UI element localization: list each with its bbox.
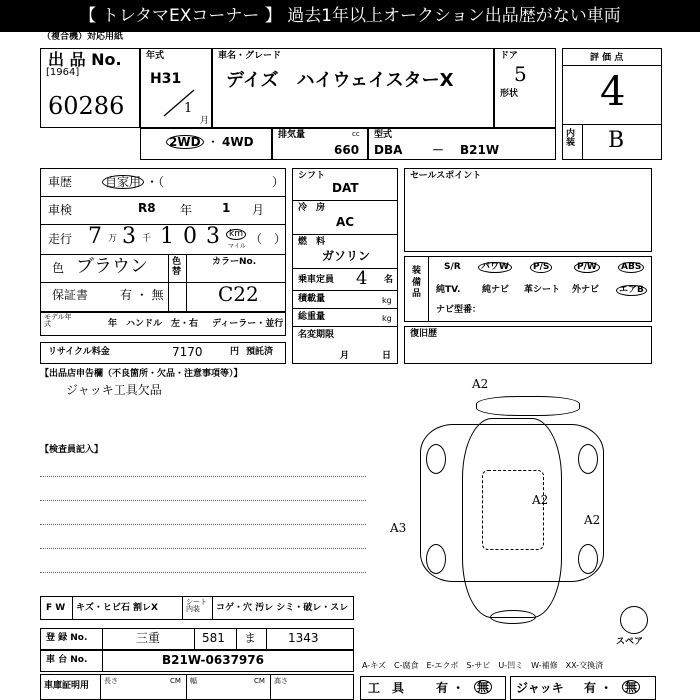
car-name-value: デイズ ハイウェイスターX bbox=[226, 70, 454, 91]
model-year-unit: 年 bbox=[108, 319, 118, 329]
capacity-label: 乗車定員 bbox=[298, 275, 335, 285]
sales-point-label: セールスポイント bbox=[410, 171, 482, 181]
tools-label: 工 具 bbox=[368, 681, 405, 695]
mileage-paren: （ ） bbox=[250, 232, 287, 246]
mileage-d3: 1 bbox=[160, 224, 174, 249]
legend-text: A-キズ C-腐食 E-エクボ S-サビ U-凹ミ W-補修 XX-交換済 bbox=[362, 661, 604, 670]
inspection-year-unit: 年 bbox=[180, 203, 193, 217]
lot-stamp: [1964] bbox=[46, 67, 80, 78]
lot-number: 60286 bbox=[48, 92, 125, 120]
jack-label: ジャッキ bbox=[516, 681, 564, 695]
color-no-label: カラーNo. bbox=[212, 257, 257, 267]
deadline-label: 名変期限 bbox=[298, 330, 335, 340]
history-rest: ・（ ） bbox=[146, 175, 285, 189]
ac-label: 冷 房 bbox=[298, 203, 326, 213]
dealer: ディーラー・並行 bbox=[212, 319, 284, 329]
color-label: 色 bbox=[52, 261, 65, 275]
equip-pw: P/W bbox=[574, 262, 600, 273]
fuel-label: 燃 料 bbox=[298, 237, 326, 247]
deadline-day: 日 bbox=[382, 351, 392, 361]
tools-mark: 無 bbox=[474, 680, 492, 694]
inspection-label: 車検 bbox=[48, 203, 73, 217]
interior-check-seat-items: コゲ・穴 汚レ シミ・破レ・スレ bbox=[216, 603, 349, 613]
model-dash: － bbox=[432, 143, 445, 157]
displacement-value: 660 bbox=[334, 143, 360, 157]
handle: ハンドル 左・右 bbox=[126, 319, 199, 329]
equip-navi: 純ナビ bbox=[482, 285, 510, 295]
interior-label: 内 装 bbox=[566, 129, 576, 148]
recycle-note: 預託済 bbox=[246, 347, 274, 357]
mileage-d2: 3 bbox=[122, 224, 136, 249]
history-value: 自家用 bbox=[102, 175, 144, 189]
equip-power-window: パワW bbox=[478, 262, 512, 273]
diagram-mark-left: A3 bbox=[390, 521, 407, 535]
cert-width-unit: CM bbox=[254, 677, 265, 685]
import-date-label: 復旧歴 bbox=[410, 329, 438, 339]
chassis-value: B21W-0637976 bbox=[162, 653, 264, 667]
ac-value: AC bbox=[336, 215, 355, 229]
warranty-label: 保証書 bbox=[52, 288, 89, 302]
registration-label: 登 録 No. bbox=[46, 633, 88, 643]
interior-check-fw: F W bbox=[46, 603, 66, 613]
color-no: C22 bbox=[218, 282, 259, 306]
chassis-label: 車 台 No. bbox=[46, 655, 88, 665]
recycle-value: 7170 bbox=[172, 345, 203, 359]
deadline-month: 月 bbox=[340, 351, 350, 361]
diagram-mark-front: A2 bbox=[472, 377, 489, 391]
diagram-mark-right: A2 bbox=[584, 513, 601, 527]
import-date-box bbox=[404, 326, 652, 364]
fuel-value: ガソリン bbox=[322, 249, 371, 263]
inspection-month-unit: 月 bbox=[252, 203, 265, 217]
color-value: ブラウン bbox=[76, 256, 148, 277]
score-label: 評 価 点 bbox=[590, 53, 624, 63]
year-month: 1 bbox=[184, 101, 193, 116]
capacity-unit: 名 bbox=[384, 275, 394, 285]
recycle-label: リサイクル料金 bbox=[48, 347, 110, 357]
load-unit: kg bbox=[382, 296, 392, 305]
equip-airbag: エアB bbox=[616, 285, 647, 296]
interior-check-items: キズ・ヒビ石 割レX bbox=[76, 603, 158, 613]
equipment-label: 装備品 bbox=[412, 266, 422, 300]
year-label: 年式 bbox=[146, 51, 165, 61]
shift-value: DAT bbox=[332, 181, 359, 195]
mileage-d1: 7 bbox=[88, 224, 102, 249]
model-label: 型式 bbox=[374, 130, 393, 140]
drive-2wd: 2WD bbox=[166, 135, 204, 149]
shape-label: 形状 bbox=[500, 89, 519, 99]
model-year-label: モデル年式 bbox=[44, 313, 72, 328]
year-slash bbox=[160, 88, 200, 118]
registration-area: 三重 bbox=[136, 631, 161, 645]
registration-number: 1343 bbox=[288, 631, 319, 645]
shift-label: シフト bbox=[298, 171, 326, 181]
year-value: H31 bbox=[150, 71, 182, 87]
recycle-unit: 円 bbox=[230, 347, 240, 357]
history-label: 車歴 bbox=[48, 175, 73, 189]
diagram-mark-roof: A2 bbox=[532, 493, 549, 507]
mileage-d4: 0 bbox=[183, 224, 197, 249]
weight-label: 総重量 bbox=[298, 312, 326, 322]
cert-height: 高さ bbox=[274, 677, 288, 685]
sheet-label: （複合機）対応用紙 bbox=[42, 32, 124, 42]
equip-tv: 純TV. bbox=[436, 285, 461, 295]
spare-label: スペア bbox=[616, 637, 644, 647]
header-title: 【 トレタマEXコーナー 】 過去1年以上オークション出品歴がない車両 bbox=[79, 6, 621, 26]
equip-ext-navi: 外ナビ bbox=[572, 285, 600, 295]
jack-value: 有 ・ bbox=[584, 681, 613, 695]
doors-value: 5 bbox=[514, 62, 527, 86]
registration-class: 581 bbox=[202, 631, 225, 645]
lot-label: 出 品 No. bbox=[48, 50, 122, 69]
cert-width: 幅 bbox=[190, 677, 197, 685]
year-month-unit: 月 bbox=[200, 116, 210, 126]
mileage-mile: マイル bbox=[228, 243, 246, 250]
tools-value: 有 ・ bbox=[436, 681, 465, 695]
inspection-era: R8 bbox=[138, 201, 156, 215]
load-label: 積載量 bbox=[298, 294, 326, 304]
report-label: 【出品店申告欄（不良箇所・欠品・注意事項等）】 bbox=[40, 369, 243, 379]
cert-length: 長さ bbox=[104, 677, 118, 685]
mileage-label: 走行 bbox=[48, 232, 73, 246]
car-name-label: 車名・グレード bbox=[218, 51, 282, 61]
interior-check-seat: シート内装 bbox=[186, 598, 207, 613]
report-value: ジャッキ工具欠品 bbox=[66, 383, 162, 397]
cert-label: 車庫証明用 bbox=[44, 681, 90, 691]
warranty-value: 有 ・ 無 bbox=[120, 288, 164, 302]
capacity-value: 4 bbox=[356, 268, 368, 289]
cert-length-unit: CM bbox=[170, 677, 181, 685]
repaint-label: 色替 bbox=[172, 257, 182, 277]
displacement-unit: cc bbox=[352, 130, 360, 138]
model-prefix: DBA bbox=[374, 143, 403, 157]
inspector-label: 【検査員記入】 bbox=[40, 445, 104, 455]
equip-ps: P/S bbox=[530, 262, 552, 273]
registration-kana: ま bbox=[244, 631, 257, 645]
equip-sr: S/R bbox=[444, 262, 461, 272]
equip-leather: 革シート bbox=[524, 285, 561, 295]
mileage-d5: 3 bbox=[206, 224, 220, 249]
doors-label: ドア bbox=[500, 51, 518, 61]
header-banner bbox=[0, 0, 700, 32]
equip-navi-model: ナビ型番： bbox=[436, 305, 482, 315]
mileage-km: km bbox=[226, 229, 246, 240]
weight-unit: kg bbox=[382, 314, 392, 323]
mileage-u2: 千 bbox=[142, 234, 152, 244]
interior-value: B bbox=[608, 128, 625, 153]
mileage-u1: 万 bbox=[108, 234, 118, 244]
model-code: B21W bbox=[460, 143, 500, 157]
drive-4wd: 4WD bbox=[222, 135, 254, 149]
drive-dot: ・ bbox=[207, 135, 220, 149]
jack-mark: 無 bbox=[622, 680, 640, 694]
inspection-month: 1 bbox=[222, 201, 231, 215]
displacement-label: 排気量 bbox=[278, 130, 306, 140]
score-value: 4 bbox=[600, 69, 626, 115]
equip-abs: ABS bbox=[618, 262, 644, 273]
